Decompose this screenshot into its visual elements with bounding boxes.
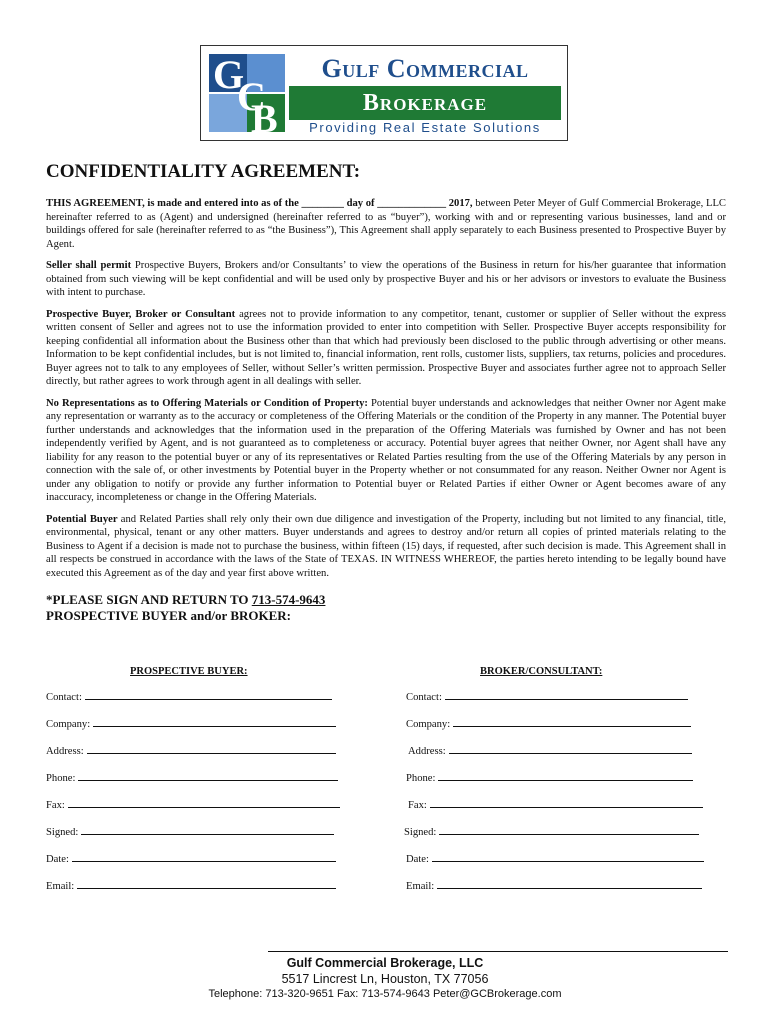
paragraph-due-diligence: [46, 513, 726, 581]
paragraph-text: Potential buyer understands and acknowledges that neither Owner nor Agent make any representation or warranty as to the accuracy or completeness of the Offering Materials or the condition of the Property in any manner. The Potential buyer further understands and acknowledges that the information used in the preparation of the Offering Materials was furnished by Owner and has not been independently verified by Agent, and is not guaranteed as to completeness or accuracy. Potential buyer agrees that neither Owner, nor Agent shall have any liability for any reason to the potential buyer or any of its representatives or Related Parties resulting from the use of the Offering Materials by any person in connection with the sale of, or other investments by Potential buyer in the Property whether or not consummated for any reason. Neither Owner nor Agent is under any obligation to notify or provide any further information to Potential buyer or Related Parties if either Owner or Agent becomes aware of any inaccuracy, incompleteness or change in the Offering Materials.: [46, 397, 726, 503]
field-input-line[interactable]: [77, 879, 336, 889]
buyer-date-field[interactable]: [46, 852, 336, 866]
footer-company-name: Gulf Commercial Brokerage, LLC: [286, 956, 484, 970]
field-label: Fax:: [408, 800, 427, 811]
field-input-line[interactable]: [87, 744, 336, 754]
buyer-signed-field[interactable]: [46, 825, 334, 839]
paragraph-lead: Prospective Buyer, Broker or Consultant: [46, 308, 236, 320]
svg-text:C: C: [237, 74, 266, 119]
field-input-line[interactable]: [445, 690, 688, 700]
paragraph-lead: Potential Buyer: [46, 513, 118, 525]
paragraph-buyer-obligations: [46, 308, 726, 389]
field-label: Company:: [406, 719, 451, 730]
field-input-line[interactable]: [437, 879, 702, 889]
footer-contact: Telephone: 713-320-9651 Fax: 713-574-9643 Peter@GCBrokerage.com: [208, 988, 562, 1000]
paragraph-text: between Peter Meyer of Gulf Commercial Brokerage, LLC hereinafter referred to as (Agent) and undersigned (hereinafter referred to as “buyer”), working with and or representing various businesses, land and or buildings offered for sale (hereinafter referred to as “the Business”), This Agreement shall apply separately to each Business presented to Prospective Buyer by Agent.: [46, 198, 726, 250]
field-label: Signed:: [404, 827, 437, 838]
field-label: Phone:: [406, 773, 436, 784]
field-input-line[interactable]: [78, 771, 338, 781]
paragraph-text: Prospective Buyers, Brokers and/or Consultants’ to view the operations of the Business in return for his/her guarantee that information obtained from such viewing will be kept confidential and will be used only by prospective Buyer and his or her advisors or investors to evaluate the Business with intent to purchase.: [46, 260, 726, 298]
field-input-line[interactable]: [453, 717, 691, 727]
buyer-company-field[interactable]: [46, 717, 336, 731]
logo-tagline: Providing Real Estate Solutions: [309, 120, 541, 135]
page-title: CONFIDENTIALITY AGREEMENT:: [46, 161, 361, 182]
broker-date-field[interactable]: [406, 852, 704, 866]
return-prefix: *PLEASE SIGN AND RETURN TO: [46, 592, 252, 607]
field-label: Address:: [46, 746, 84, 757]
field-label: Fax:: [46, 800, 65, 811]
field-input-line[interactable]: [81, 825, 334, 835]
paragraph-text: and Related Parties shall rely only their own due diligence and investigation of the Property, including but not limited to any financial, title, environmental, physical, tenant or any other matters. Buyer understands and agrees to destroy and/or return all copies of printed materials relating to the Business to Agent if a decision is made not to purchase the business, within fifteen (15) days, if requested, after such decision is made. This Agreement shall in all respects be construed in accordance with the laws of the State of TEXAS. IN WITNESS WHEREOF, the parties hereto intending to be legally bound have executed this Agreement as of the day and year first above written.: [46, 513, 726, 579]
return-line: [46, 592, 726, 608]
field-input-line[interactable]: [68, 798, 340, 808]
paragraph-lead: THIS AGREEMENT, is made and entered into as of the ________ day of _____________ 2017,: [46, 198, 473, 209]
field-label: Address:: [408, 746, 446, 757]
paragraph-lead: No Representations as to Offering Materials or Condition of Property:: [46, 397, 368, 409]
field-label: Phone:: [46, 773, 76, 784]
signer-type-line: PROSPECTIVE BUYER and/or BROKER:: [46, 608, 291, 623]
footer-divider: [268, 951, 728, 952]
broker-column-header: BROKER/CONSULTANT:: [480, 666, 603, 677]
broker-contact-field[interactable]: [406, 690, 688, 704]
logo-brokerage-bar: Brokerage: [289, 86, 561, 120]
broker-phone-field[interactable]: [406, 771, 693, 785]
field-label: Contact:: [406, 692, 442, 703]
svg-text:B: B: [251, 96, 278, 134]
buyer-fax-field[interactable]: [46, 798, 340, 812]
company-logo: [200, 45, 568, 141]
field-label: Signed:: [46, 827, 79, 838]
footer-address: 5517 Lincrest Ln, Houston, TX 77056: [281, 972, 489, 986]
paragraph-text: agrees not to provide information to any competitor, tenant, customer or supplier of Seller without the express written consent of Seller and agrees not to use the information provided to enter into competition with Seller. Prospective Buyer accepts responsibility for keeping confidential all information about the Business other than that which had previously been disclosed to the public through advertising or other means. Information to be kept confidential includes, but is not limited to, financial information, rent rolls, customer lists, suppliers, tax returns, policies and procedures. Buyer agrees not to talk to any employees of Seller, without Seller’s written permission. Prospective Buyer and associates further agree not to approach Seller directly, but rather agrees to work through agent in all dealings with seller.: [46, 308, 727, 387]
field-input-line[interactable]: [430, 798, 703, 808]
paragraph-no-representations: [46, 397, 726, 505]
footer: [0, 955, 770, 1002]
broker-fax-field[interactable]: [408, 798, 703, 812]
field-input-line[interactable]: [449, 744, 692, 754]
field-label: Email:: [46, 881, 75, 892]
field-input-line[interactable]: [438, 771, 693, 781]
field-input-line[interactable]: [439, 825, 699, 835]
agreement-body: [46, 160, 726, 624]
field-input-line[interactable]: [432, 852, 704, 862]
field-label: Date:: [406, 854, 429, 865]
paragraph-seller-permit: [46, 259, 726, 300]
field-input-line[interactable]: [93, 717, 336, 727]
fax-number-link[interactable]: 713-574-9643: [251, 592, 326, 607]
broker-signed-field[interactable]: [404, 825, 699, 839]
field-input-line[interactable]: [72, 852, 336, 862]
logo-company-name: Gulf Commercial: [321, 54, 529, 83]
svg-text:G: G: [213, 52, 245, 97]
buyer-contact-field[interactable]: [46, 690, 332, 704]
broker-address-field[interactable]: [408, 744, 692, 758]
return-instructions: [46, 592, 726, 624]
field-label: Date:: [46, 854, 69, 865]
buyer-address-field[interactable]: [46, 744, 336, 758]
field-label: Company:: [46, 719, 91, 730]
broker-company-field[interactable]: [406, 717, 691, 731]
buyer-email-field[interactable]: [46, 879, 336, 893]
field-label: Email:: [406, 881, 435, 892]
paragraph-agreement-intro: [46, 197, 726, 251]
gcb-monogram-icon: [207, 52, 287, 134]
buyer-column-header: PROSPECTIVE BUYER:: [130, 666, 248, 677]
field-label: Contact:: [46, 692, 82, 703]
buyer-phone-field[interactable]: [46, 771, 338, 785]
paragraph-lead: Seller shall permit: [46, 260, 132, 271]
broker-email-field[interactable]: [406, 879, 702, 893]
field-input-line[interactable]: [85, 690, 332, 700]
